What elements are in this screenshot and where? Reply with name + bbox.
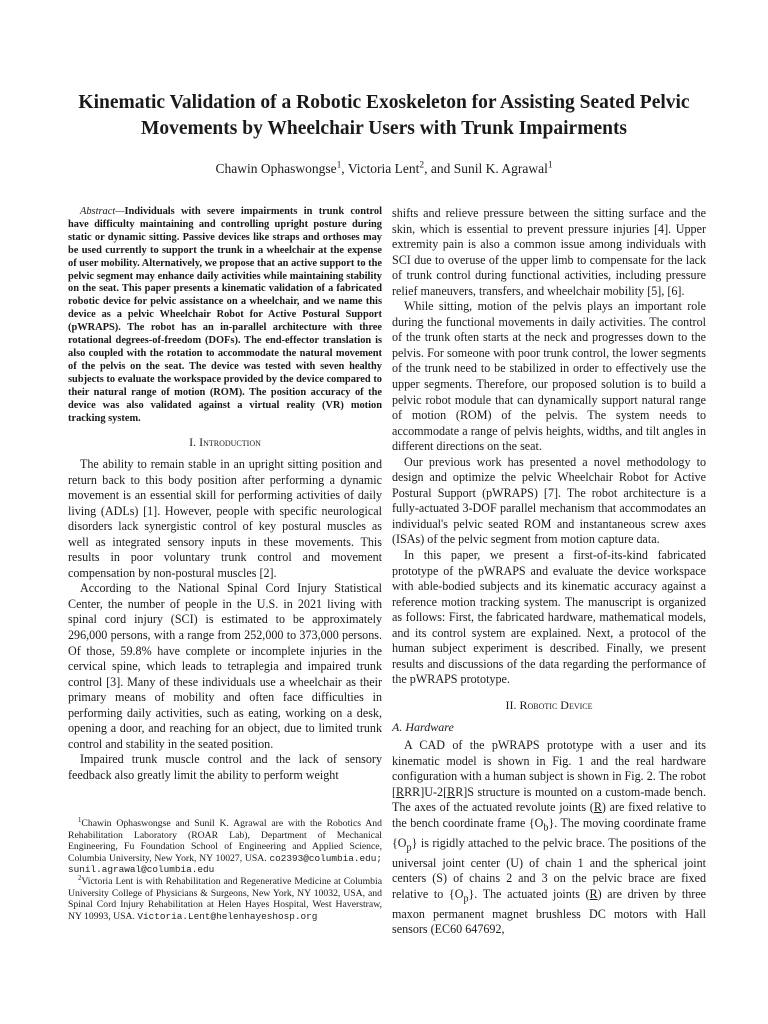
- footnote-text: Chawin Ophaswongse and Sunil K. Agrawal are with the Robotics And Rehabilitation Laboratory (ROAR Lab), Department of Mechanical Engineering, Fu Foundation School of Engineering and Applied Science, Columbia University, New York, NY 10027, USA.: [68, 818, 382, 864]
- abstract: [68, 206, 382, 425]
- paragraph: According to the National Spinal Cord Injury Statistical Center, the number of people in the U.S. in 2021 living with spinal cord injury (SCI) is estimated to be approximately 296,000 persons, with a range from 252,000 to 373,000 persons. Of those, 59.8% have complete or incomplete injuries in the cervical spine, which leads to tetraplegia and impaired trunk control [3]. Many of these individuals use a wheelchair as their primary means of mobility and often face difficulties in performing daily activities, such as eating, working on a desk, opening a door, and reaching for an object, due to limited trunk control and stability in the seated position.: [68, 581, 382, 751]
- right-column: [392, 206, 706, 938]
- text-run: } is rigidly attached to the pelvic brace. The positions of the universal joint center (U) of chain 1 and the spherical joint centers (S) of chains 2 and 3 on the pelvic brace are fixed relative to {O: [392, 835, 706, 901]
- affiliation-mark: 2: [419, 160, 425, 171]
- paragraph: While sitting, motion of the pelvis plays an important role during the functional movements in daily activities. The control of the trunk often starts at the neck and progresses down to the pelvis. For someone with poor trunk control, the lower segments of the trunk need to be stabilized in order to effectively use the upper segments. Therefore, our proposed solution is to build a pelvic robot module that can dynamically support natural range of motion (ROM) of the pelvis. The system needs to accommodate a range of pelvis heights, widths, and tilt angles in different directions on the seat.: [392, 299, 706, 454]
- text-run: [: [392, 784, 397, 799]
- author-list: [60, 161, 708, 177]
- actuated-joint-symbol: R: [589, 886, 598, 901]
- author-name: Sunil K. Agrawal: [453, 161, 548, 176]
- subscript: p: [463, 893, 469, 905]
- email-link[interactable]: sunil.agrawal@columbia.edu: [68, 864, 215, 876]
- paragraph-hardware: [392, 738, 706, 938]
- text-run: ) are fixed relative to the bench coordinate frame {O: [392, 800, 706, 830]
- text-run: ) are driven by three maxon permanent magnet brushless DC motors with Hall sensors (EC60 647692,: [392, 886, 707, 937]
- actuated-joint-symbol: R: [396, 784, 405, 799]
- paragraph: The ability to remain stable in an upright sitting position and return back to this body position after performing a dynamic movement is an essential skill for performing activities of daily living (ADLs) [1]. However, people with specific neurological disorders lack synergistic control of key postural muscles as well as integrated sensory inputs in these movements. This results in poor voluntary trunk control and movement compensation by non-postural muscles [2].: [68, 456, 382, 580]
- email-link[interactable]: co2393@columbia.edu;: [269, 852, 382, 864]
- text-run: }. The actuated joints (: [468, 886, 590, 901]
- paragraph: Impaired trunk muscle control and the lack of sensory feedback also greatly limit the ability to perform weight: [68, 752, 382, 782]
- footnote-mark: 2: [78, 874, 82, 882]
- left-column: [68, 206, 382, 783]
- text-run: RR]U-2[: [404, 784, 448, 799]
- subscript: b: [543, 822, 549, 834]
- actuated-joint-symbol: R: [447, 784, 456, 799]
- paragraph: shifts and relieve pressure between the sitting surface and the skin, which is essential to prevent pressure injuries [4]. Upper extremity pain is also a common issue among individuals with SCI due to overuse of the upper limb to compensate for the lack of trunk control during functional activities, including pressure relief maneuvers, transfers, and wheelchair mobility [5], [6].: [392, 206, 706, 298]
- affiliation-mark: 1: [336, 160, 342, 171]
- footnote-mark: 1: [78, 816, 82, 824]
- author-separator: ,: [341, 161, 348, 176]
- paragraph: In this paper, we present a first-of-its-kind fabricated prototype of the pWRAPS and evaluate the device workspace with able-bodied subjects and its kinematic accuracy against a reference motion tracking system. The manuscript is organized as follows: First, the fabricated hardware, mathematical models, and its control system are explained. Next, a protocol of the human subject experiment is described. Finally, we present results and discussions of the data regarding the performance of the pWRAPS prototype.: [392, 548, 706, 687]
- footnote-text: Victoria Lent is with Rehabilitation and Regenerative Medicine at Columbia University College of Physicians & Surgeons, New York, NY 10032, USA, and Spinal Cord Injury Rehabilitation at Helen Hayes Hospital, West Haverstraw, NY 10993, USA.: [68, 875, 382, 922]
- text-run: structure is mounted on a custom-made bench. The axes of the actuated revolute joints (: [392, 784, 706, 815]
- text-run: }. The moving coordinate frame {O: [392, 815, 706, 850]
- abstract-label: Abstract: [80, 206, 116, 217]
- section-heading-introduction: I. Introduction: [189, 435, 261, 450]
- actuated-joint-symbol: R: [593, 800, 602, 815]
- footnote-1: [68, 818, 382, 876]
- text-run: R]S: [455, 784, 475, 799]
- abstract-text: Individuals with severe impairments in trunk control have difficulty maintaining and controlling upright posture during static or dynamic sitting. Passive devices like straps and orthoses may be used currently to support the trunk in a wheelchair at the expense of user mobility. Alternatively, we propose that an active support to the pelvic segment may enhance daily activities while maintaining stability on the seat. This paper presents a kinematic validation of a fabricated robotic device for pelvic assistance on a wheelchair, and we name this device as a pelvic Wheelchair Robot for Active Postural Support (pWRAPS). The robot has an in-parallel architecture with three rotational degrees-of-freedom (DOFs). The end-effector translation is also coupled with the rotation to accommodate the natural movement of the pelvis on the seat. The device was tested with seven healthy subjects to evaluate the workspace provided by the device compared to their natural range of motion (ROM). The position accuracy of the device was also validated against a virtual reality (VR) motion tracking system.: [68, 206, 382, 424]
- footnotes: [68, 818, 382, 922]
- paragraph: Our previous work has presented a novel methodology to design and optimize the pelvic Wheelchair Robot for Active Postural Support (pWRAPS) [7]. The robot architecture is a fully-actuated 3-DOF parallel mechanism that accommodates an individual's pelvic seated ROM and instantaneous screw axes (ISAs) of the pelvic segment from motion capture data.: [392, 454, 706, 547]
- footnote-2: [68, 876, 382, 922]
- email-link[interactable]: Victoria.Lent@helenhayeshosp.org: [137, 910, 318, 922]
- author-name: Chawin Ophaswongse: [215, 161, 337, 176]
- subscript: p: [406, 842, 412, 854]
- abstract-dash: —: [115, 206, 125, 217]
- author-name: Victoria Lent: [347, 161, 420, 176]
- affiliation-mark: 1: [547, 160, 553, 171]
- author-separator: , and: [424, 161, 454, 176]
- subsection-heading-hardware: A. Hardware: [392, 719, 454, 734]
- text-run: A CAD of the pWRAPS prototype with a user and its kinematic model is shown in Fig. 1 and the real hardware configuration with a human subject is shown in Fig. 2. The robot: [392, 738, 706, 784]
- section-heading-robotic-device: II. Robotic Device: [505, 697, 593, 712]
- paper-title: Kinematic Validation of a Robotic Exoskeleton for Assisting Seated Pelvic Movements by Wheelchair Users with Trunk Impairments: [78, 92, 690, 139]
